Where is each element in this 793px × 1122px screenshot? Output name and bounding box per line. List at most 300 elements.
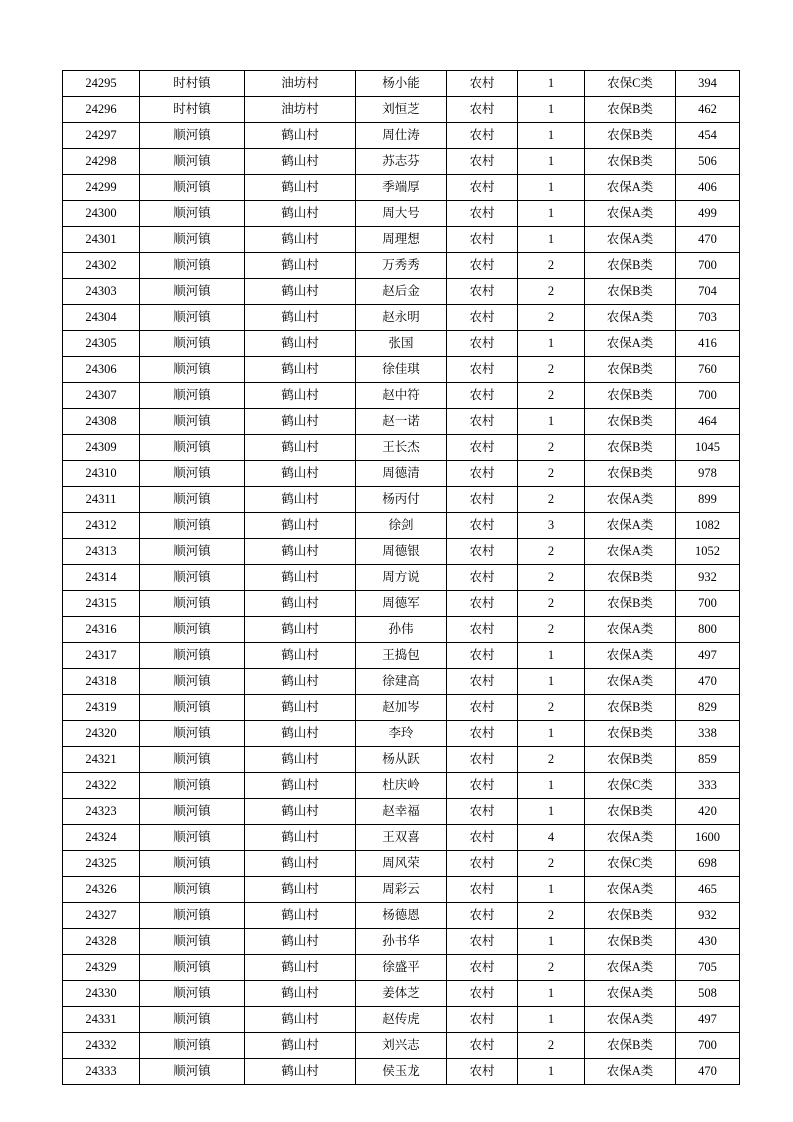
cell-id: 24319	[63, 695, 140, 721]
cell-id: 24332	[63, 1033, 140, 1059]
cell-name: 杨小能	[356, 71, 447, 97]
cell-household-type: 农村	[447, 357, 518, 383]
cell-id: 24310	[63, 461, 140, 487]
table-row	[63, 877, 740, 903]
table-row	[63, 513, 740, 539]
cell-count: 2	[518, 955, 585, 981]
cell-count: 2	[518, 617, 585, 643]
cell-id: 24298	[63, 149, 140, 175]
cell-category: 农保A类	[585, 331, 676, 357]
table-row	[63, 643, 740, 669]
cell-village: 鹤山村	[245, 357, 356, 383]
cell-category: 农保A类	[585, 669, 676, 695]
cell-category: 农保B类	[585, 461, 676, 487]
cell-id: 24317	[63, 643, 140, 669]
table-row	[63, 201, 740, 227]
cell-household-type: 农村	[447, 71, 518, 97]
cell-village: 鹤山村	[245, 565, 356, 591]
cell-count: 2	[518, 383, 585, 409]
cell-village: 鹤山村	[245, 539, 356, 565]
cell-amount: 497	[676, 643, 740, 669]
cell-town: 顺河镇	[140, 1007, 245, 1033]
table-row	[63, 591, 740, 617]
cell-amount: 704	[676, 279, 740, 305]
table-row	[63, 1007, 740, 1033]
cell-name: 徐盛平	[356, 955, 447, 981]
cell-amount: 800	[676, 617, 740, 643]
cell-town: 顺河镇	[140, 799, 245, 825]
table-row	[63, 851, 740, 877]
cell-town: 顺河镇	[140, 877, 245, 903]
cell-id: 24306	[63, 357, 140, 383]
cell-town: 顺河镇	[140, 461, 245, 487]
cell-amount: 338	[676, 721, 740, 747]
table-row	[63, 1033, 740, 1059]
cell-category: 农保B类	[585, 97, 676, 123]
cell-id: 24318	[63, 669, 140, 695]
cell-household-type: 农村	[447, 201, 518, 227]
cell-name: 万秀秀	[356, 253, 447, 279]
cell-id: 24316	[63, 617, 140, 643]
cell-amount: 454	[676, 123, 740, 149]
table-row	[63, 695, 740, 721]
table-row	[63, 279, 740, 305]
cell-village: 鹤山村	[245, 201, 356, 227]
cell-household-type: 农村	[447, 773, 518, 799]
cell-id: 24325	[63, 851, 140, 877]
cell-town: 顺河镇	[140, 149, 245, 175]
cell-id: 24321	[63, 747, 140, 773]
cell-town: 顺河镇	[140, 565, 245, 591]
cell-category: 农保A类	[585, 201, 676, 227]
cell-count: 1	[518, 773, 585, 799]
cell-village: 鹤山村	[245, 773, 356, 799]
cell-id: 24333	[63, 1059, 140, 1085]
cell-village: 鹤山村	[245, 903, 356, 929]
cell-village: 鹤山村	[245, 1033, 356, 1059]
cell-town: 时村镇	[140, 97, 245, 123]
cell-name: 周德银	[356, 539, 447, 565]
cell-name: 赵传虎	[356, 1007, 447, 1033]
cell-household-type: 农村	[447, 695, 518, 721]
cell-id: 24304	[63, 305, 140, 331]
cell-household-type: 农村	[447, 1007, 518, 1033]
cell-count: 1	[518, 721, 585, 747]
cell-name: 杨从跃	[356, 747, 447, 773]
cell-id: 24305	[63, 331, 140, 357]
cell-village: 油坊村	[245, 97, 356, 123]
cell-category: 农保B类	[585, 279, 676, 305]
cell-amount: 506	[676, 149, 740, 175]
cell-town: 顺河镇	[140, 331, 245, 357]
table-row	[63, 773, 740, 799]
cell-household-type: 农村	[447, 721, 518, 747]
cell-count: 1	[518, 981, 585, 1007]
cell-count: 1	[518, 1059, 585, 1085]
cell-village: 鹤山村	[245, 253, 356, 279]
table-row	[63, 799, 740, 825]
cell-category: 农保A类	[585, 1059, 676, 1085]
cell-household-type: 农村	[447, 539, 518, 565]
cell-village: 鹤山村	[245, 513, 356, 539]
cell-id: 24309	[63, 435, 140, 461]
table-row	[63, 175, 740, 201]
cell-name: 赵一诺	[356, 409, 447, 435]
cell-count: 2	[518, 747, 585, 773]
cell-category: 农保C类	[585, 851, 676, 877]
cell-count: 1	[518, 331, 585, 357]
cell-id: 24297	[63, 123, 140, 149]
cell-amount: 899	[676, 487, 740, 513]
cell-id: 24329	[63, 955, 140, 981]
cell-category: 农保B类	[585, 409, 676, 435]
cell-count: 2	[518, 695, 585, 721]
cell-name: 杨丙付	[356, 487, 447, 513]
cell-count: 1	[518, 97, 585, 123]
cell-town: 顺河镇	[140, 305, 245, 331]
cell-amount: 1600	[676, 825, 740, 851]
cell-category: 农保A类	[585, 825, 676, 851]
cell-town: 顺河镇	[140, 539, 245, 565]
table-row	[63, 487, 740, 513]
cell-town: 顺河镇	[140, 513, 245, 539]
cell-household-type: 农村	[447, 981, 518, 1007]
table-row	[63, 669, 740, 695]
cell-id: 24299	[63, 175, 140, 201]
cell-town: 顺河镇	[140, 487, 245, 513]
cell-amount: 499	[676, 201, 740, 227]
cell-name: 周彩云	[356, 877, 447, 903]
cell-id: 24330	[63, 981, 140, 1007]
cell-amount: 462	[676, 97, 740, 123]
cell-category: 农保A类	[585, 513, 676, 539]
table-row	[63, 1059, 740, 1085]
cell-town: 顺河镇	[140, 123, 245, 149]
cell-category: 农保B类	[585, 435, 676, 461]
cell-id: 24328	[63, 929, 140, 955]
cell-category: 农保A类	[585, 227, 676, 253]
cell-village: 鹤山村	[245, 1007, 356, 1033]
cell-household-type: 农村	[447, 669, 518, 695]
cell-village: 鹤山村	[245, 591, 356, 617]
cell-id: 24323	[63, 799, 140, 825]
cell-village: 鹤山村	[245, 305, 356, 331]
cell-name: 姜体芝	[356, 981, 447, 1007]
cell-category: 农保B类	[585, 747, 676, 773]
cell-household-type: 农村	[447, 461, 518, 487]
cell-household-type: 农村	[447, 123, 518, 149]
cell-amount: 406	[676, 175, 740, 201]
table-row	[63, 71, 740, 97]
cell-household-type: 农村	[447, 513, 518, 539]
cell-amount: 508	[676, 981, 740, 1007]
cell-amount: 700	[676, 591, 740, 617]
cell-count: 1	[518, 1007, 585, 1033]
cell-name: 周大号	[356, 201, 447, 227]
cell-name: 赵幸福	[356, 799, 447, 825]
cell-amount: 700	[676, 253, 740, 279]
table-row	[63, 435, 740, 461]
table-row	[63, 357, 740, 383]
cell-category: 农保B类	[585, 591, 676, 617]
cell-amount: 464	[676, 409, 740, 435]
cell-village: 鹤山村	[245, 1059, 356, 1085]
cell-count: 2	[518, 903, 585, 929]
cell-id: 24312	[63, 513, 140, 539]
cell-count: 1	[518, 929, 585, 955]
cell-id: 24331	[63, 1007, 140, 1033]
cell-town: 顺河镇	[140, 279, 245, 305]
cell-count: 1	[518, 877, 585, 903]
cell-household-type: 农村	[447, 877, 518, 903]
table-row	[63, 565, 740, 591]
cell-count: 4	[518, 825, 585, 851]
cell-id: 24307	[63, 383, 140, 409]
cell-town: 顺河镇	[140, 695, 245, 721]
cell-category: 农保A类	[585, 305, 676, 331]
cell-amount: 703	[676, 305, 740, 331]
cell-id: 24311	[63, 487, 140, 513]
table-row	[63, 721, 740, 747]
table-row	[63, 305, 740, 331]
cell-household-type: 农村	[447, 1033, 518, 1059]
cell-household-type: 农村	[447, 643, 518, 669]
cell-amount: 430	[676, 929, 740, 955]
table-row	[63, 617, 740, 643]
cell-town: 顺河镇	[140, 773, 245, 799]
cell-name: 李玲	[356, 721, 447, 747]
cell-count: 2	[518, 253, 585, 279]
cell-village: 鹤山村	[245, 383, 356, 409]
cell-town: 顺河镇	[140, 617, 245, 643]
cell-category: 农保A类	[585, 175, 676, 201]
cell-village: 鹤山村	[245, 825, 356, 851]
cell-amount: 333	[676, 773, 740, 799]
cell-amount: 470	[676, 1059, 740, 1085]
table-row	[63, 123, 740, 149]
cell-amount: 932	[676, 903, 740, 929]
cell-town: 顺河镇	[140, 591, 245, 617]
cell-village: 鹤山村	[245, 227, 356, 253]
table-row	[63, 383, 740, 409]
table-row	[63, 409, 740, 435]
cell-id: 24326	[63, 877, 140, 903]
cell-town: 顺河镇	[140, 669, 245, 695]
table-row	[63, 747, 740, 773]
cell-town: 顺河镇	[140, 981, 245, 1007]
cell-town: 顺河镇	[140, 851, 245, 877]
cell-village: 鹤山村	[245, 747, 356, 773]
cell-category: 农保A类	[585, 487, 676, 513]
table-row	[63, 461, 740, 487]
cell-id: 24324	[63, 825, 140, 851]
table-row	[63, 253, 740, 279]
cell-category: 农保B类	[585, 721, 676, 747]
cell-town: 顺河镇	[140, 435, 245, 461]
cell-town: 顺河镇	[140, 955, 245, 981]
table-row	[63, 825, 740, 851]
cell-town: 顺河镇	[140, 175, 245, 201]
cell-name: 周理想	[356, 227, 447, 253]
cell-village: 鹤山村	[245, 487, 356, 513]
cell-village: 鹤山村	[245, 669, 356, 695]
table-body	[63, 71, 740, 1085]
cell-village: 鹤山村	[245, 643, 356, 669]
cell-id: 24302	[63, 253, 140, 279]
cell-count: 1	[518, 71, 585, 97]
cell-household-type: 农村	[447, 253, 518, 279]
cell-id: 24315	[63, 591, 140, 617]
cell-count: 2	[518, 1033, 585, 1059]
cell-household-type: 农村	[447, 175, 518, 201]
cell-name: 周风荣	[356, 851, 447, 877]
cell-name: 赵后金	[356, 279, 447, 305]
cell-name: 刘兴志	[356, 1033, 447, 1059]
subsidy-table	[62, 70, 740, 1085]
table-row	[63, 97, 740, 123]
cell-name: 杜庆岭	[356, 773, 447, 799]
cell-name: 赵加岑	[356, 695, 447, 721]
cell-village: 鹤山村	[245, 617, 356, 643]
cell-name: 孙伟	[356, 617, 447, 643]
cell-category: 农保B类	[585, 799, 676, 825]
cell-id: 24295	[63, 71, 140, 97]
table-row	[63, 331, 740, 357]
cell-town: 顺河镇	[140, 643, 245, 669]
cell-amount: 700	[676, 1033, 740, 1059]
cell-village: 鹤山村	[245, 331, 356, 357]
cell-count: 2	[518, 539, 585, 565]
cell-name: 徐建高	[356, 669, 447, 695]
cell-count: 1	[518, 175, 585, 201]
cell-village: 鹤山村	[245, 461, 356, 487]
cell-name: 季端厚	[356, 175, 447, 201]
cell-category: 农保A类	[585, 1007, 676, 1033]
cell-household-type: 农村	[447, 617, 518, 643]
cell-category: 农保A类	[585, 617, 676, 643]
cell-id: 24322	[63, 773, 140, 799]
cell-name: 苏志芬	[356, 149, 447, 175]
cell-count: 1	[518, 643, 585, 669]
cell-household-type: 农村	[447, 305, 518, 331]
cell-count: 1	[518, 227, 585, 253]
cell-count: 2	[518, 279, 585, 305]
cell-count: 3	[518, 513, 585, 539]
cell-village: 鹤山村	[245, 149, 356, 175]
cell-count: 2	[518, 435, 585, 461]
cell-village: 鹤山村	[245, 877, 356, 903]
cell-town: 顺河镇	[140, 1033, 245, 1059]
cell-count: 2	[518, 487, 585, 513]
cell-amount: 1045	[676, 435, 740, 461]
cell-name: 周德军	[356, 591, 447, 617]
cell-count: 1	[518, 669, 585, 695]
cell-town: 顺河镇	[140, 357, 245, 383]
cell-amount: 394	[676, 71, 740, 97]
table-row	[63, 903, 740, 929]
cell-category: 农保B类	[585, 929, 676, 955]
cell-household-type: 农村	[447, 591, 518, 617]
cell-town: 顺河镇	[140, 227, 245, 253]
cell-name: 周德清	[356, 461, 447, 487]
table-row	[63, 227, 740, 253]
cell-amount: 465	[676, 877, 740, 903]
cell-amount: 760	[676, 357, 740, 383]
cell-amount: 420	[676, 799, 740, 825]
cell-category: 农保B类	[585, 1033, 676, 1059]
table-row	[63, 929, 740, 955]
cell-amount: 932	[676, 565, 740, 591]
cell-amount: 470	[676, 227, 740, 253]
cell-name: 徐剑	[356, 513, 447, 539]
cell-id: 24320	[63, 721, 140, 747]
cell-amount: 698	[676, 851, 740, 877]
cell-town: 顺河镇	[140, 409, 245, 435]
cell-count: 1	[518, 201, 585, 227]
cell-count: 1	[518, 149, 585, 175]
cell-town: 顺河镇	[140, 825, 245, 851]
cell-town: 顺河镇	[140, 929, 245, 955]
cell-id: 24327	[63, 903, 140, 929]
cell-name: 张国	[356, 331, 447, 357]
cell-village: 鹤山村	[245, 123, 356, 149]
cell-household-type: 农村	[447, 929, 518, 955]
cell-amount: 470	[676, 669, 740, 695]
cell-category: 农保A类	[585, 981, 676, 1007]
cell-town: 顺河镇	[140, 201, 245, 227]
cell-town: 顺河镇	[140, 383, 245, 409]
cell-category: 农保B类	[585, 903, 676, 929]
cell-household-type: 农村	[447, 97, 518, 123]
cell-household-type: 农村	[447, 747, 518, 773]
cell-category: 农保B类	[585, 357, 676, 383]
cell-category: 农保A类	[585, 643, 676, 669]
cell-name: 赵中符	[356, 383, 447, 409]
cell-household-type: 农村	[447, 383, 518, 409]
cell-village: 鹤山村	[245, 955, 356, 981]
cell-amount: 416	[676, 331, 740, 357]
cell-household-type: 农村	[447, 409, 518, 435]
cell-id: 24303	[63, 279, 140, 305]
cell-id: 24301	[63, 227, 140, 253]
table-row	[63, 981, 740, 1007]
cell-count: 2	[518, 357, 585, 383]
cell-name: 赵永明	[356, 305, 447, 331]
cell-village: 油坊村	[245, 71, 356, 97]
cell-category: 农保C类	[585, 773, 676, 799]
table-row	[63, 539, 740, 565]
cell-household-type: 农村	[447, 799, 518, 825]
cell-village: 鹤山村	[245, 799, 356, 825]
cell-category: 农保A类	[585, 877, 676, 903]
cell-name: 周方说	[356, 565, 447, 591]
cell-name: 周仕涛	[356, 123, 447, 149]
cell-name: 刘恒芝	[356, 97, 447, 123]
cell-amount: 829	[676, 695, 740, 721]
cell-household-type: 农村	[447, 955, 518, 981]
cell-category: 农保B类	[585, 123, 676, 149]
cell-id: 24314	[63, 565, 140, 591]
cell-household-type: 农村	[447, 1059, 518, 1085]
cell-household-type: 农村	[447, 903, 518, 929]
cell-household-type: 农村	[447, 279, 518, 305]
cell-household-type: 农村	[447, 331, 518, 357]
cell-category: 农保A类	[585, 955, 676, 981]
cell-category: 农保B类	[585, 383, 676, 409]
cell-village: 鹤山村	[245, 851, 356, 877]
cell-household-type: 农村	[447, 227, 518, 253]
cell-town: 时村镇	[140, 71, 245, 97]
